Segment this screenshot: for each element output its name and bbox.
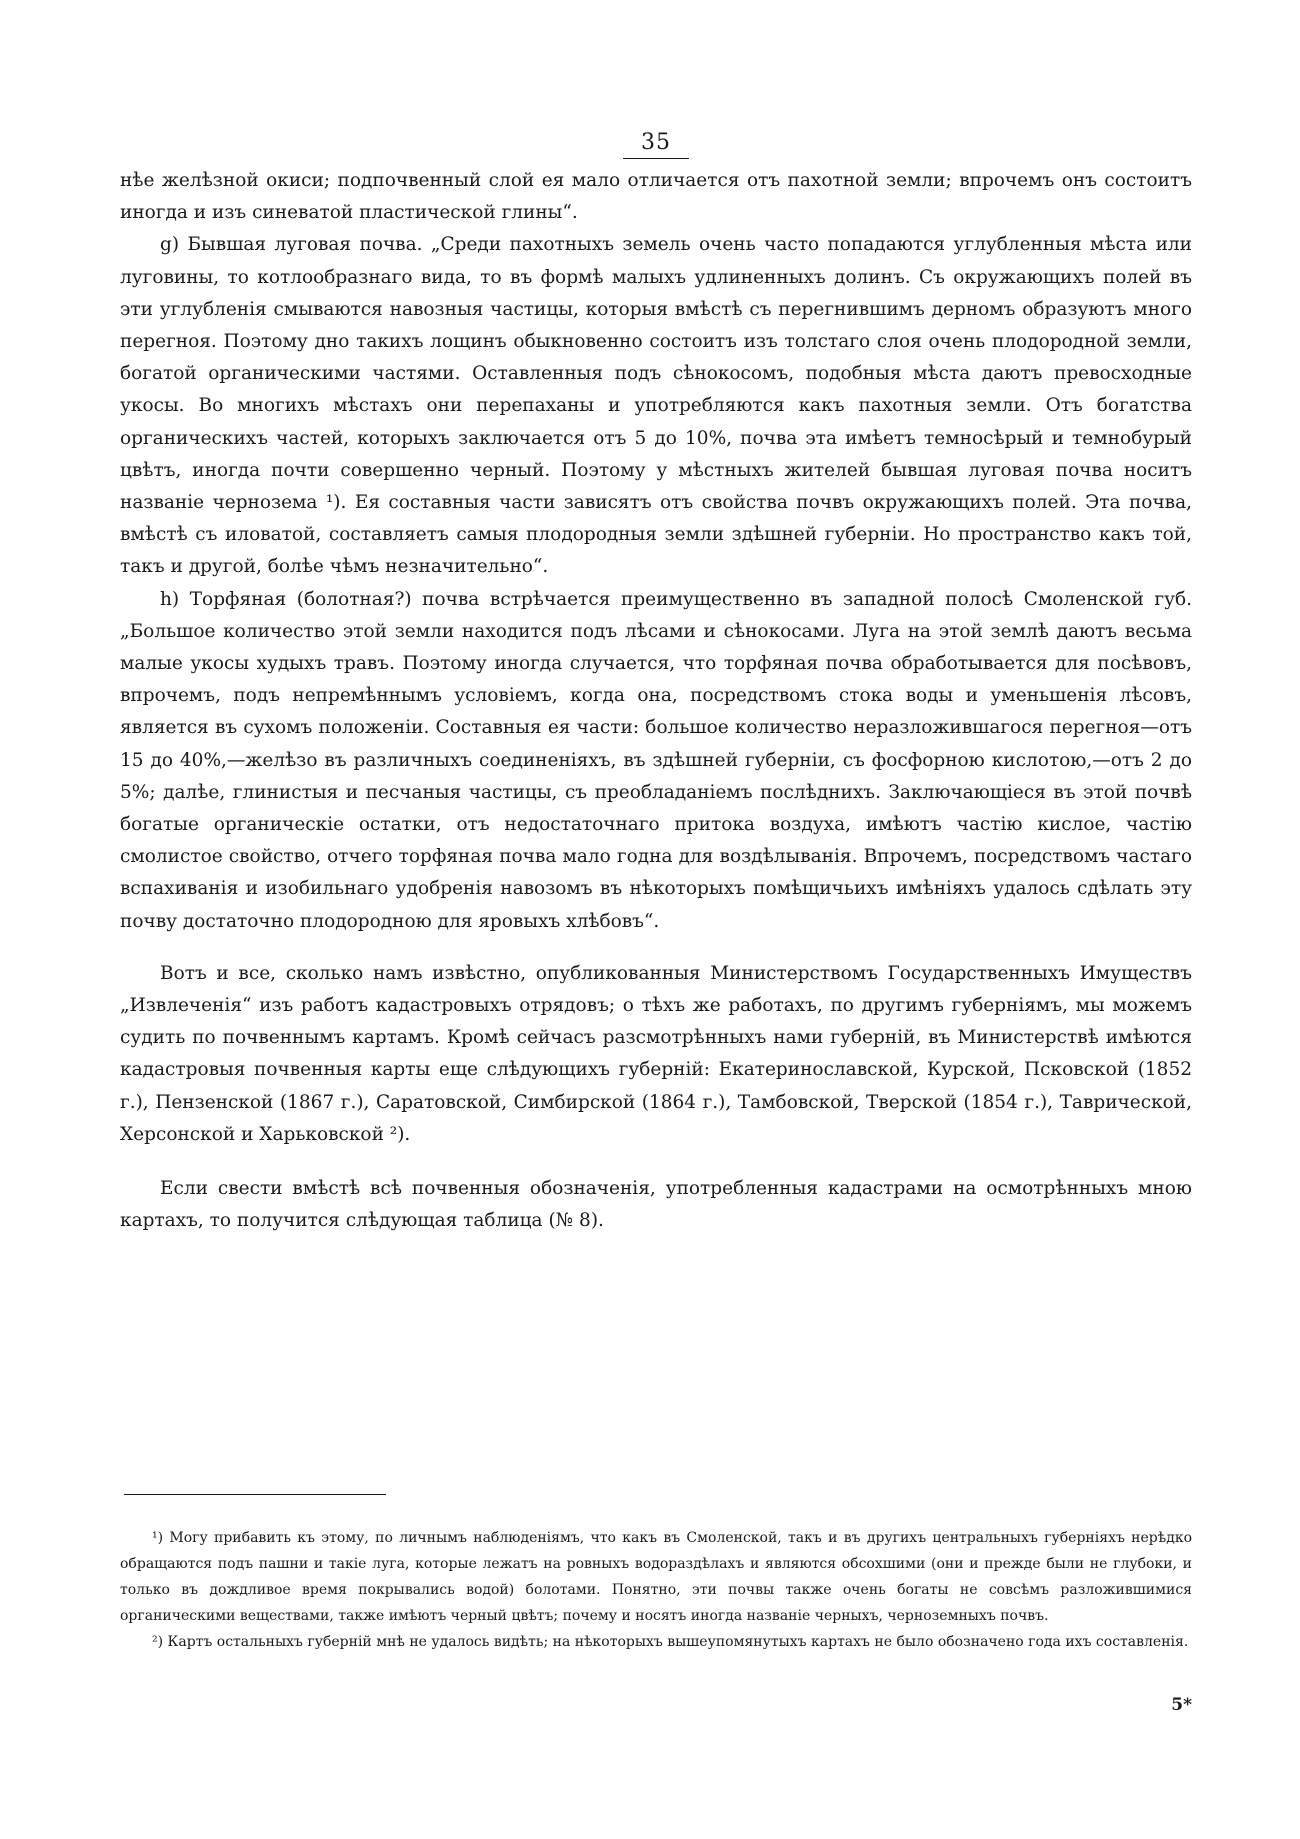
paragraph-table-intro: Если свести вмѣстѣ всѣ почвенныя обозначенія, употребленныя кадастрами на осмотрѣнныхъ мною картахъ, то получится слѣдующая таблица (№ 8). [120,1178,1192,1232]
footnote-divider [124,1494,386,1495]
footnote-2: ²) Картъ остальныхъ губерній мнѣ не удалось видѣть; на нѣкоторыхъ вышеупомянутыхъ картахъ не было обозначено года ихъ составленія. [152,1634,1189,1650]
body-text [120,165,1192,1238]
paragraph-cadastral-maps: Вотъ и все, сколько намъ извѣстно, опубликованныя Министерствомъ Государственныхъ Имуществъ „Извлеченія“ изъ работъ кадастровыхъ отрядовъ; о тѣхъ же работахъ, по другимъ губерніямъ, мы можемъ судить по почвеннымъ картамъ. Кромѣ сейчасъ разсмотрѣнныхъ нами губерній, въ Министерствѣ имѣются кадастровыя почвенныя карты еще слѣдующихъ губерній: Екатеринославской, Курской, Псковской (1852 г.), Пензенской (1867 г.), Саратовской, Симбирской (1864 г.), Тамбовской, Тверской (1854 г.), Таврической, Херсонской и Харьковской ²). [120,962,1192,1145]
footnotes [120,1525,1192,1655]
paragraph-continuation: нѣе желѣзной окиси; подпочвенный слой ея мало отличается отъ пахотной земли; впрочемъ онъ состоитъ иногда и изъ синеватой пластической глины“. [120,170,1192,224]
page-number: 35 [120,130,1192,159]
paragraph-meadow-soil: g) Бывшая луговая почва. „Среди пахотныхъ земель очень часто попадаются углубленныя мѣста или луговины, то котлообразнаго вида, то въ формѣ малыхъ удлиненныхъ долинъ. Съ окружающихъ полей въ эти углубленія смываются навозныя частицы, которыя вмѣстѣ съ перегнившимъ дерномъ образуютъ много перегноя. Поэтому дно такихъ лощинъ обыкновенно состоитъ изъ толстаго слоя очень плодородной земли, богатой органическими частями. Оставленныя подъ сѣнокосомъ, подобныя мѣста даютъ превосходные укосы. Во многихъ мѣстахъ они перепаханы и употребляются какъ пахотныя земли. Отъ богатства органическихъ частей, которыхъ заключается отъ 5 до 10%, почва эта имѣетъ темносѣрый и темнобурый цвѣтъ, иногда почти совершенно черный. Поэтому у мѣстныхъ жителей бывшая луговая почва носитъ названіе чернозема ¹). Ея составныя части зависятъ отъ свойства почвъ окружающихъ полей. Эта почва, вмѣстѣ съ иловатой, составляетъ самыя плодородныя земли здѣшней губерніи. Но пространство какъ той, такъ и другой, болѣе чѣмъ незначительно“. [120,234,1192,578]
footnote-1: ¹) Могу прибавить къ этому, по личнымъ наблюденіямъ, что какъ въ Смоленской, такъ и въ другихъ центральныхъ губерніяхъ нерѣдко обращаются подъ пашни и такіе луга, которые лежатъ на ровныхъ водораздѣлахъ и являются обсохшими (они и прежде были не глубоки, и только въ дождливое время покрывались водой) болотами. Понятно, эти почвы также очень богаты не совсѣмъ разложившимися органическими веществами, также имѣютъ черный цвѣтъ; почему и носятъ иногда названіе черныхъ, черноземныхъ почвъ. [120,1530,1192,1624]
signature-mark: 5* [1171,1695,1192,1715]
page [120,130,1192,1715]
paragraph-peat-soil: h) Торфяная (болотная?) почва встрѣчается преимущественно въ западной полосѣ Смоленской губ. „Большое количество этой земли находится подъ лѣсами и сѣнокосами. Луга на этой землѣ даютъ весьма малые укосы худыхъ травъ. Поэтому иногда случается, что торфяная почва обработывается для посѣвовъ, впрочемъ, подъ непремѣннымъ условіемъ, когда она, посредствомъ стока воды и уменьшенія лѣсовъ, является въ сухомъ положеніи. Составныя ея части: большое количество неразложившагося перегноя—отъ 15 до 40%,—желѣзо въ различныхъ соединеніяхъ, въ здѣшней губерніи, съ фосфорною кислотою,—отъ 2 до 5%; далѣе, глинистыя и песчаныя частицы, съ преобладаніемъ послѣднихъ. Заключающіеся въ этой почвѣ богатые органическіе остатки, отъ недостаточнаго притока воздуха, имѣютъ частію кислое, частію смолистое свойство, отчего торфяная почва мало годна для воздѣлыванія. Впрочемъ, посредствомъ частаго вспахиванія и изобильнаго удобренія навозомъ въ нѣкоторыхъ помѣщичьихъ имѣніяхъ удалось сдѣлать эту почву достаточно плодородною для яровыхъ хлѣбовъ“. [120,588,1192,932]
